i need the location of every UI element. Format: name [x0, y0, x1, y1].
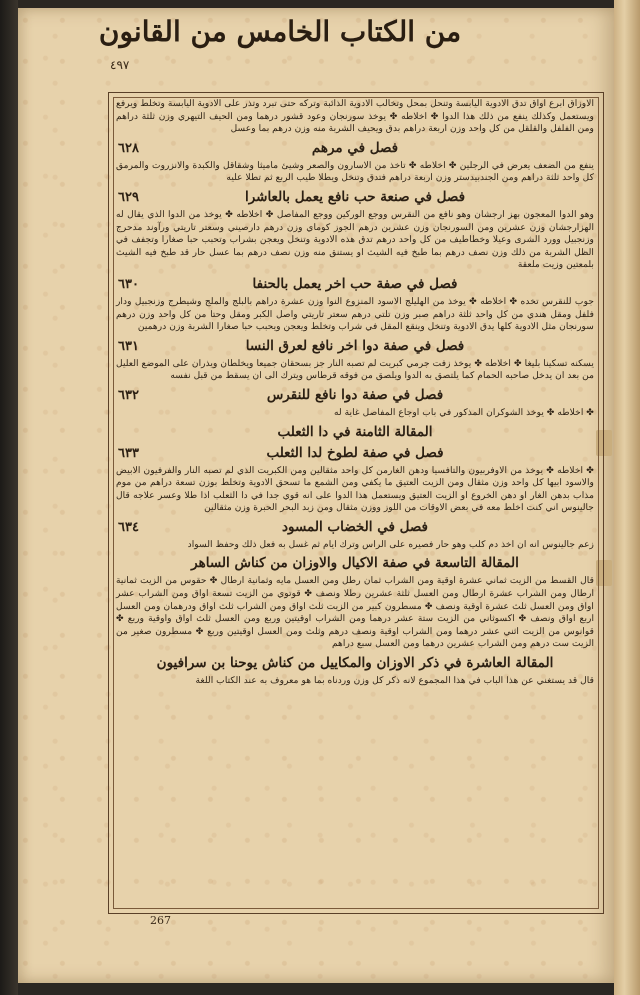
body-paragraph: جوب للنقرس تخده ✤ اخلاطه ✤ يوخذ من الهليلج الاسود المنزوع النوا وزن عشرة دراهم بالبلج والملج وشيطرج وزنجبيل ودار فلفل ومقل هندي من كل واحد ثلثة دراهم صبر وزن تلتي درهم سعتر تاريتي واصل الكبر ومقل وحتا من كل واحد وزن درهم سورنجان مثل الادوية كلها يدق الادوية وتنخل وينقع المقل في شراب وتخلط ويعجن ويحبب حبا صغارا الشربة وزن درهمين — [116, 295, 594, 333]
page-number-arabic: ٤٩٧ — [110, 58, 130, 72]
section-heading-text: فصل في صفة لطوخ لدا الثعلب — [266, 444, 444, 461]
section-heading — [114, 140, 596, 157]
section-heading-text: فصل في صفة حب اخر يعمل بالحنفا — [252, 275, 458, 292]
body-paragraph: قال القسط من الزيت ثماني عشرة اوقية ومن الشراب ثمان رطل ومن العسل مايه وثمانية ارطال ✤ حقوس من الزيت ثمانية ارطال ومن الشراب عشرة ارطال ومن العسل ثلثة عشرين رطلا ونصف ✤ قوتوي من الزيت تسعة اواق ومن الشراب عشر اواق ومن العسل ثلث عشرة اوقية ونصف ✤ مسطرون كبير من الزيت ثلث اواق ومن الشراب ثلث اواق ودرهمان ومن العسل اربع اواق ونصف ✤ اكسوثاني من الزيت ستة عشر درهما ومن الشراب اوقيتين وربع ومن العسل ثلث اواق واوقية وربع ✤ قوانوس من الزيت اثني عشر درهما ومن الشراب اوقية ونصف درهم وثلث ومن العسل اوقيتين وربع ✤ مسطرون صغير من الزيت ست درهم ومن الشراب عشرين درهما ومن العسل سبع دراهم — [116, 575, 594, 650]
section-heading — [114, 655, 596, 672]
page-title: من الكتاب الخامس من القانون — [98, 15, 462, 48]
page-number-footer: 267 — [150, 914, 171, 927]
section-heading — [114, 555, 596, 572]
section-heading-text: فصل في صنعة حب نافع يعمل بالعاشرا — [244, 188, 466, 205]
section-heading-text: المقالة الثامنة في دا الثعلب — [277, 423, 433, 440]
body-paragraph: ينفع من الضعف يعرض في الرجلين ✤ اخلاطه ✤ تاخذ من الاسارون والصعر وشيئ ماميثا وشقاقل والكبدة والانزروت والمرمق كل واحد ثلثة دراهم ومن الجندبيدستر وزن اربعة دراهم فتدق وتنخل ويطلا طيب الربع ثم تطلا عليه — [116, 159, 594, 184]
book-spine-edge — [0, 0, 18, 995]
section-heading — [114, 387, 596, 404]
adjacent-page-edge — [614, 0, 640, 995]
body-paragraph: ✤ اخلاطه ✤ يوخذ الشوكران المذكور في باب اوجاع المفاصل غاية له — [333, 406, 594, 418]
section-heading-text: فصل في صفة دوا اخر نافع لعرق النسا — [245, 337, 465, 354]
body-paragraph: يسكنه تسكينا بليغا ✤ اخلاطه ✤ يوخذ زفت جرمي كبريت لم تصبه النار جز بسحقان جميعا ويخلطان ويذران على الموضع العليل من بعد ان يدخل صاحبه الحمام كما يلتصق به الدوا ويلصق من فوقه قرطاس ويترك الى ان يسقط من قبل نفسه — [116, 357, 594, 382]
section-number: ٦٣٤ — [118, 519, 139, 535]
section-heading — [114, 338, 596, 355]
section-number: ٦٣٣ — [118, 445, 139, 461]
section-heading — [114, 519, 596, 536]
section-heading-text: فصل في مرهم — [311, 139, 399, 156]
section-heading-text: فصل في الخضاب المسود — [282, 518, 428, 535]
section-number: ٦٣٢ — [118, 387, 139, 403]
main-text-block — [114, 98, 596, 910]
section-heading-text: فصل في صفة دوا نافع للنقرس — [266, 386, 444, 403]
section-heading-text: المقالة العاشرة في ذكر الاوزان والمكاييل من كناش يوحنا بن سرافيون — [156, 655, 554, 672]
running-header — [30, 4, 530, 64]
section-number: ٦٣٠ — [118, 276, 139, 292]
section-number: ٦٢٩ — [118, 189, 139, 205]
body-paragraph: الاوزاق ابرع اواق تدق الادوية اليابسة وتنحل بمحل وتخالب الادوية الذائبة وتركه حتى تبرد وتذر على الادوية اليابسة وتخلط ويرفع ويستعمل وكذلك ينفع من ذلك هذا الدوا ✤ اخلاطه ✤ يوخذ سورنجان وعود قشور درهما ومن الحيف التيهري وزن ثلثة دراهم ومن الفلفل والقلقل من كل واحد وزن اربعة دراهم بدق ويحيف الشربة منه وزن درهم بما وعسل — [116, 98, 594, 135]
body-paragraph: ✤ اخلاطه ✤ يوخذ من الاوفربيون والتافسيا ودهن الغارمن كل واحد مثقالين ومن الكبريت الذي لم تصبه النار والفرفيون الابيض والاسود ابيها كل واحد وزن مثقال ومن الزيت العتيق ما يكفي ومن الشمع ما تسحق الادوية وتخلط بوزن تسعة دراهم من موم مذاب بدهن الغار او دهن الخروع او الزيت العتيق ويستعمل هذا الدوا على انه قوي جدا في دا الثعلب اذا طلا وعسر علاجه قال جالينوس اني كنت اخلط معه في بعض الاوقات من اللوز ووزن مثقال ومن زبد البحر الحبرة وزن مثقالين — [116, 464, 594, 514]
section-number: ٦٣١ — [118, 338, 139, 354]
section-heading — [114, 424, 596, 441]
body-paragraph: وهو الدوا المعجون بهز ارجشان وهو نافع من النقرس ووجع الوركين ووجع المفاصل ✤ اخلاطه ✤ يوخذ من الدوا الذي يقال له الهزارجشان وزن عشرين ومن السورنجان وزن عشرين درهم الجوز كوماي وزن درهم دارصيني وسعتر تاريتي ورآوند مدحرج وزنجبيل وورد الشرى وعيلا وخطاطيف من كل واحد درهم تدق هذه الادوية وتنخل ويعجن بشراب وتحبب حبا صغارا وتجفف في الظل الشربة من ذلك وزن نصف درهم بما طبخ فيه الشيث او يستنق منه وزن نصف درهم بما عسل حار قد طبخ فيه الشيث بلمعتين وزيت ملعقة — [116, 208, 594, 271]
section-heading — [114, 276, 596, 293]
section-heading — [114, 445, 596, 462]
section-heading-text: المقالة التاسعة في صفة الاكيال والاوزان من كناش الساهر — [191, 555, 519, 572]
body-paragraph: زعم جالينوس انه ان اخذ دم كلب وهو حار فصيره على الراس وترك ايام ثم غسل به فعل ذلك وحفظ السواد — [187, 538, 594, 550]
body-paragraph: قال قد يستغني عن هذا الباب في هذا المجموع لانه ذكر كل وزن وردناه بما هو معروف به عند الكتاب اللغة — [195, 675, 594, 687]
section-heading — [114, 189, 596, 206]
section-number: ٦٢٨ — [118, 140, 139, 156]
